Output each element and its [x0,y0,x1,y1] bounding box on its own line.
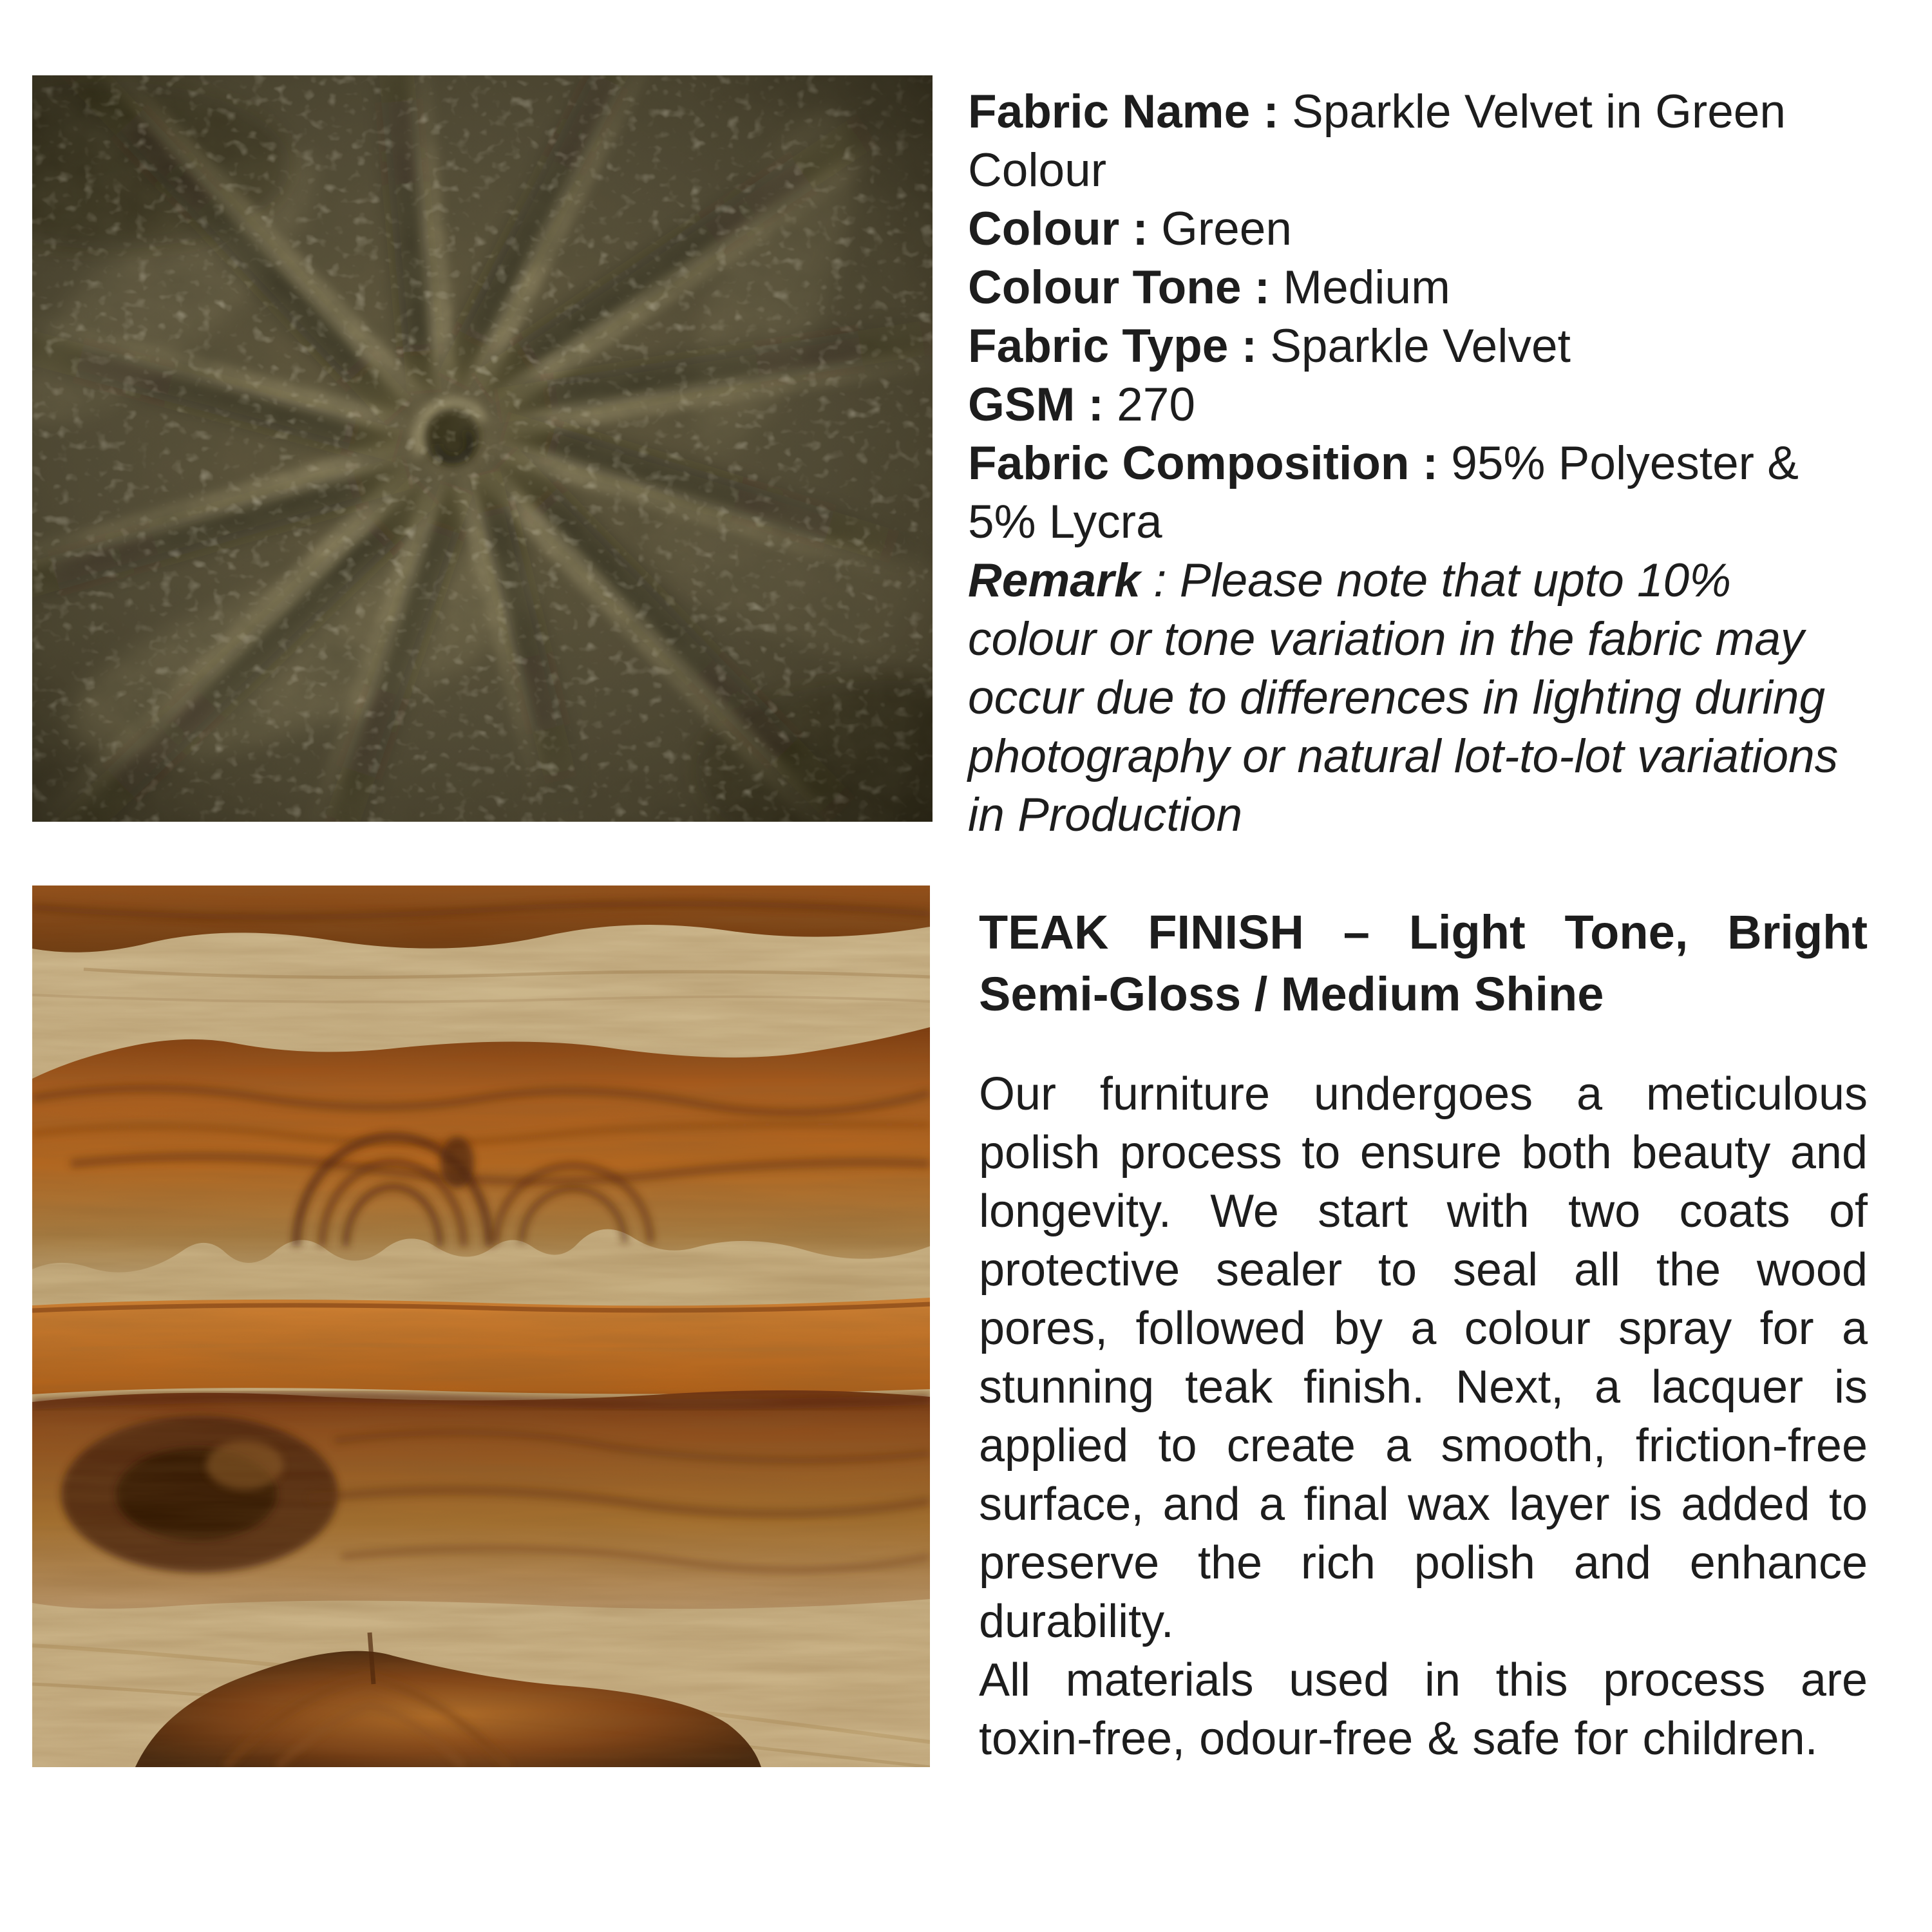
safety-note: All materials used in this process are toxin-free, odour-free & safe for children. [979,1654,1868,1765]
fabric-name-value: Sparkle Velvet in Green Colour [968,86,1786,196]
fabric-type-label: Fabric Type [968,320,1229,372]
colour-tone-row: Colour Tone : Medium [968,261,1450,314]
colour-tone-label: Colour Tone [968,261,1242,314]
teak-finish-graphic [32,886,930,1767]
fabric-composition-value: 95% Polyester & 5% Lycra [968,437,1799,548]
finish-description: Our furniture undergoes a meticulous polish process to ensure both beauty and longevity. We start with two coats of protective sealer to seal all the wood pores, followed by a colour spray for a stunning teak finish. Next, a lacquer is applied to create a smooth, friction-free surface, and a final wax layer is added to preserve the rich polish and enhance durability. [979,1068,1868,1647]
gsm-value: 270 [1117,379,1195,431]
fabric-composition-row: Fabric Composition : 95% Polyester & 5% Lycra [968,437,1799,548]
colour-row: Colour : Green [968,203,1292,255]
remark-label: Remark [968,554,1141,607]
finish-details [979,902,1868,1768]
remark-value: Please note that upto 10% colour or tone variation in the fabric may occur due to differences in lighting during photography or natural lot-to-lot variations in Production [968,554,1839,841]
fabric-name-row: Fabric Name : Sparkle Velvet in Green Colour [968,86,1786,196]
fabric-composition-label: Fabric Composition [968,437,1410,489]
teak-finish-heading: TEAK FINISH – Light Tone, Bright Semi-Gloss / Medium Shine [979,905,1868,1021]
gsm-row: GSM : 270 [968,379,1195,431]
fabric-type-row: Fabric Type : Sparkle Velvet [968,320,1571,372]
colour-label: Colour [968,203,1120,255]
colour-value: Green [1161,203,1292,255]
fabric-photo [32,75,933,822]
gsm-label: GSM [968,379,1075,431]
fabric-type-value: Sparkle Velvet [1270,320,1571,372]
fabric-details [968,82,1870,844]
velvet-swatch-graphic [32,75,933,822]
colour-tone-value: Medium [1283,261,1450,314]
remark-row: Remark : Please note that upto 10% colour or tone variation in the fabric may occur due to differences in lighting during photography or natural lot-to-lot variations in Production [968,554,1839,841]
fabric-name-label: Fabric Name [968,86,1251,138]
wood-finish-photo [32,886,930,1767]
